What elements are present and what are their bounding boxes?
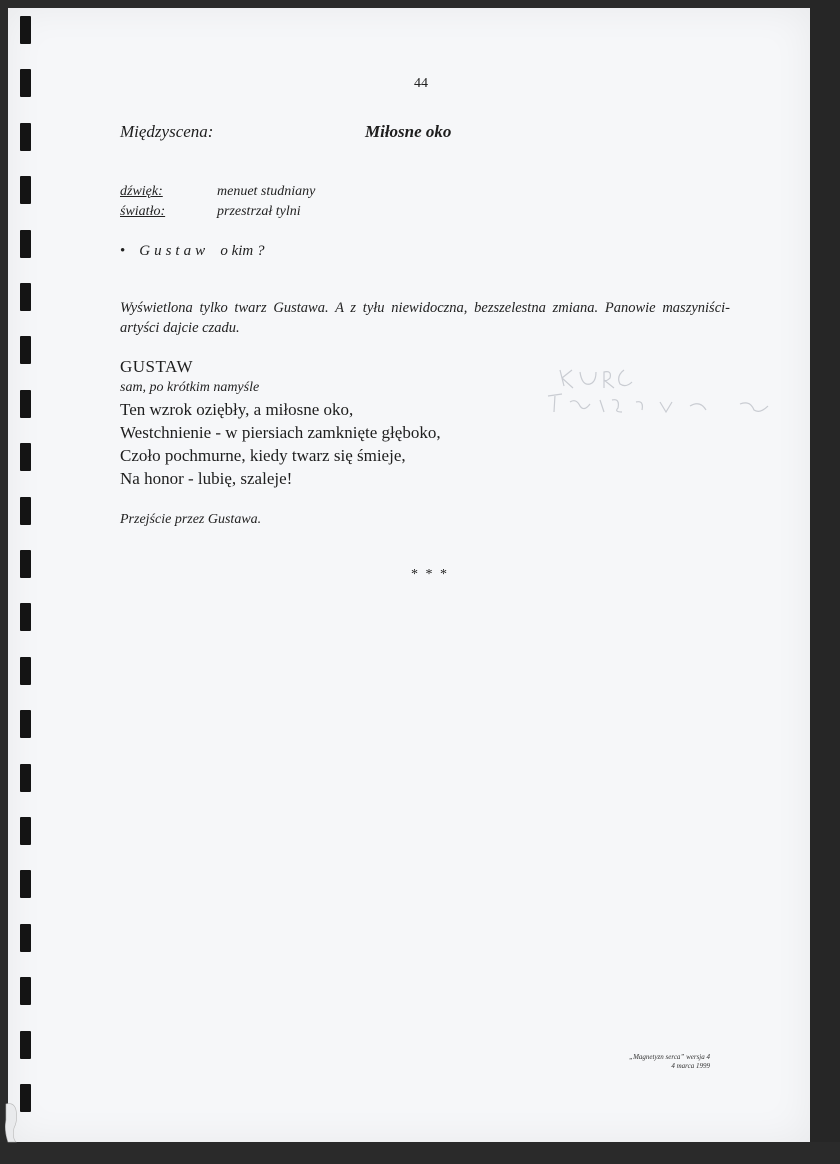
binding-hole bbox=[20, 336, 31, 364]
section-separator: * * * bbox=[411, 567, 449, 582]
scene-title: Miłosne oko bbox=[365, 122, 452, 141]
document-page bbox=[8, 8, 810, 1142]
scan-edge-bottom bbox=[0, 1142, 840, 1164]
binding-hole bbox=[20, 603, 31, 631]
binding-hole bbox=[20, 977, 31, 1005]
cue-light bbox=[120, 204, 301, 220]
document-footer bbox=[560, 1053, 710, 1071]
binding-hole bbox=[20, 657, 31, 685]
verse-line: Czoło pochmurne, kiedy twarz się śmieje, bbox=[120, 446, 406, 465]
paper-tear-mark bbox=[4, 1100, 20, 1144]
exit-direction: Przejście przez Gustawa. bbox=[120, 512, 262, 527]
binding-hole bbox=[20, 870, 31, 898]
binding-hole bbox=[20, 443, 31, 471]
footer-line-1: „Magnetyzn serca” wersja 4 bbox=[629, 1053, 710, 1061]
footer-line-2: 4 marca 1999 bbox=[671, 1062, 710, 1070]
page-number: 44 bbox=[414, 76, 428, 91]
binding-hole bbox=[20, 764, 31, 792]
scan-edge-right bbox=[810, 0, 840, 1164]
scene-label: Międzyscena: bbox=[120, 122, 214, 141]
cue-light-value: przestrzał tylni bbox=[217, 204, 301, 219]
binding-hole bbox=[20, 390, 31, 418]
verse-line: Ten wzrok oziębły, a miłosne oko, bbox=[120, 400, 354, 419]
binding-hole bbox=[20, 230, 31, 258]
verse-line: Na honor - lubię, szaleje! bbox=[120, 469, 293, 488]
binding-hole bbox=[20, 817, 31, 845]
binding-holes bbox=[20, 0, 34, 1164]
binding-hole bbox=[20, 710, 31, 738]
cue-light-key: światło: bbox=[120, 204, 166, 219]
binding-hole bbox=[20, 123, 31, 151]
binding-hole bbox=[20, 1031, 31, 1059]
cue-sound-key: dźwięk: bbox=[120, 184, 163, 199]
binding-hole bbox=[20, 497, 31, 525]
binding-hole bbox=[20, 283, 31, 311]
binding-hole bbox=[20, 69, 31, 97]
binding-hole bbox=[20, 924, 31, 952]
cue-sound-value: menuet studniany bbox=[217, 184, 316, 199]
faint-handwriting-mark bbox=[540, 360, 790, 420]
binding-hole bbox=[20, 16, 31, 44]
cue-sound bbox=[120, 184, 315, 200]
verse-line: Westchnienie - w piersiach zamknięte głęboko, bbox=[120, 423, 441, 442]
bullet-name: Gustaw bbox=[139, 243, 210, 259]
speaker-note: sam, po krótkim namyśle bbox=[120, 380, 260, 395]
binding-hole bbox=[20, 176, 31, 204]
stage-direction: Wyświetlona tylko twarz Gustawa. A z tyłu niewidoczna, bezszelestna zmiana. Panowie maszyniści-artyści dajcie czadu. bbox=[120, 300, 730, 336]
bullet-item bbox=[120, 243, 265, 260]
speaker-name: GUSTAW bbox=[120, 357, 193, 376]
bullet-dot-icon: • bbox=[120, 243, 126, 259]
binding-hole bbox=[20, 550, 31, 578]
bullet-text: o kim ? bbox=[220, 243, 265, 259]
binding-hole bbox=[20, 1084, 31, 1112]
